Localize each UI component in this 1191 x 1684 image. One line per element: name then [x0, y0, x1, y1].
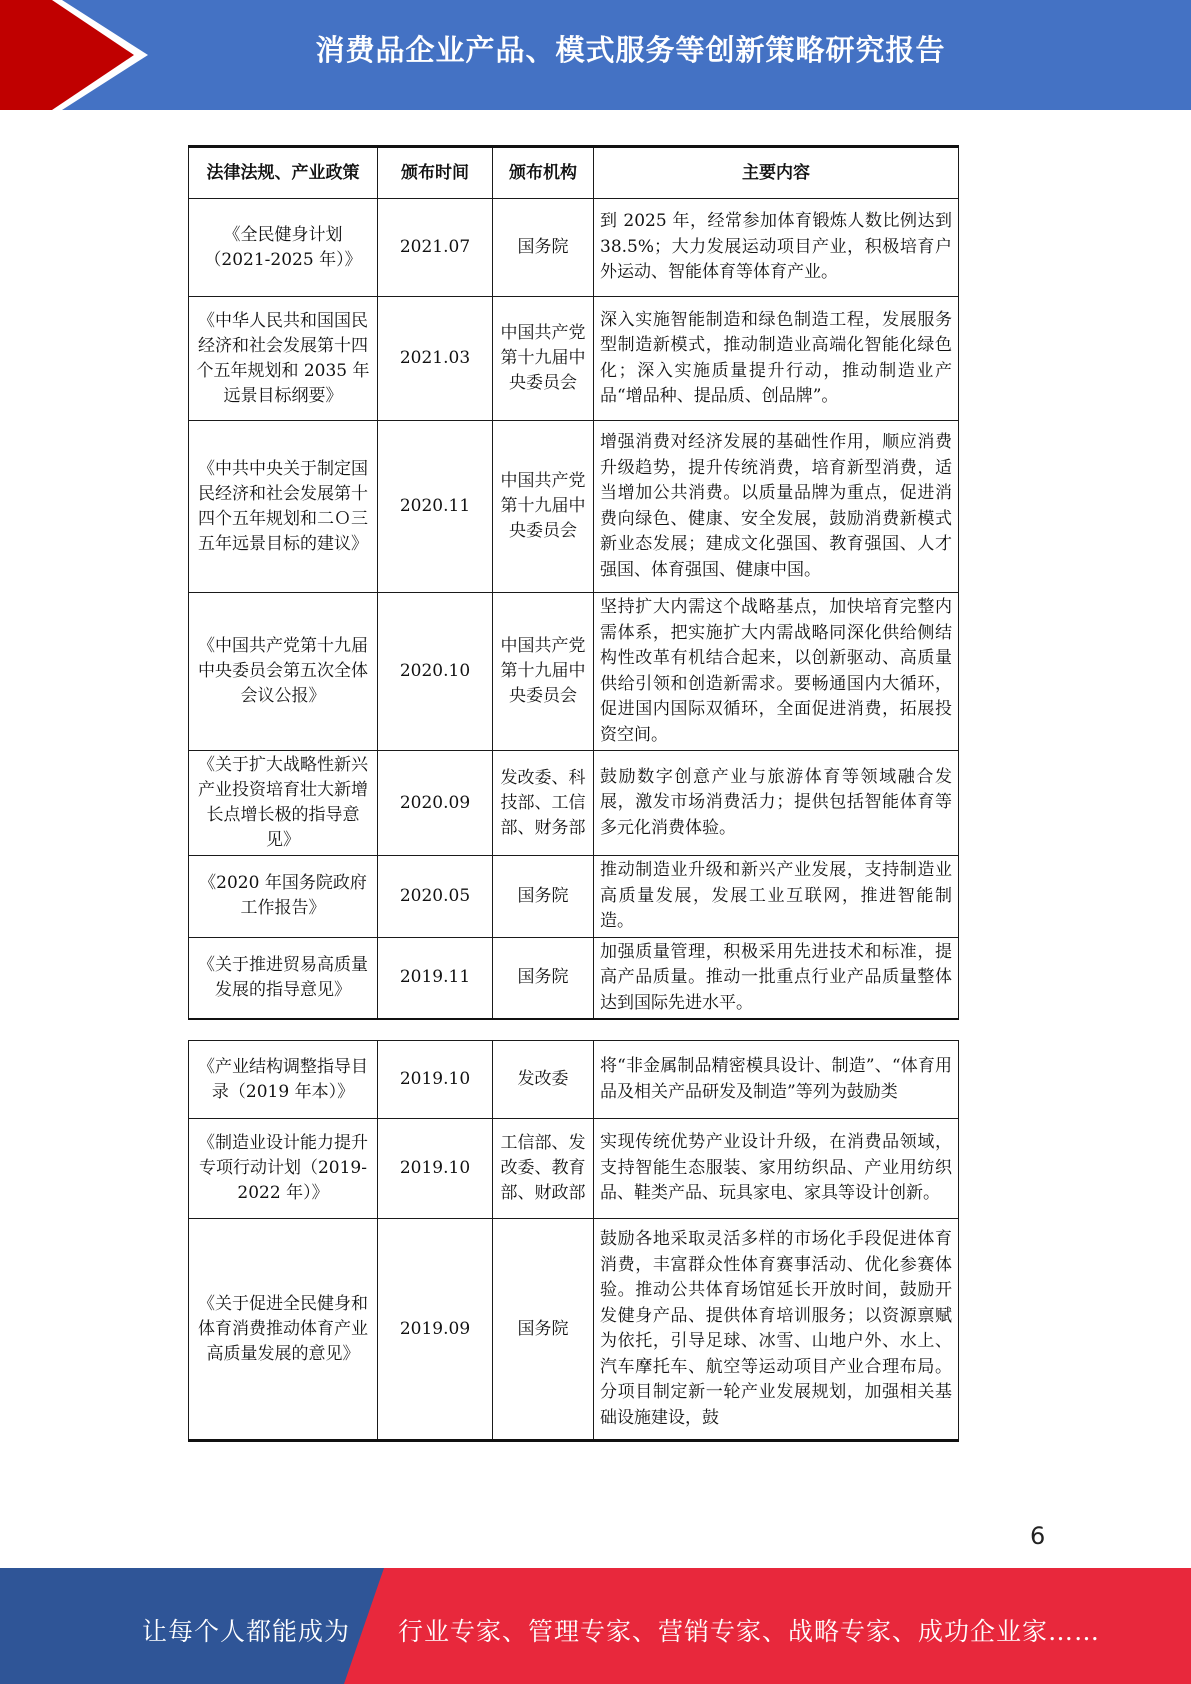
- table-row: [189, 1219, 959, 1441]
- header-date: 颁布时间: [378, 147, 493, 199]
- policy-date: 2019.09: [378, 1219, 493, 1441]
- policy-content: 增强消费对经济发展的基础性作用，顺应消费升级趋势，提升传统消费，培育新型消费，适当增加公共消费。以质量品牌为重点，促进消费向绿色、健康、安全发展，鼓励消费新模式新业态发展；建成文化强国、教育强国、人才强国、体育强国、健康中国。: [594, 421, 959, 593]
- policy-org: 发改委: [493, 1041, 594, 1119]
- table-row: [189, 199, 959, 297]
- table-row: [189, 421, 959, 593]
- footer-slogan-right: 行业专家、管理专家、营销专家、战略专家、成功企业家……: [398, 1617, 1101, 1646]
- policy-content: 鼓励各地采取灵活多样的市场化手段促进体育消费，丰富群众性体育赛事活动、优化参赛体验。推动公共体育场馆延长开放时间，鼓励开发健身产品、提供体育培训服务；以资源禀赋为依托，引导足球、冰雪、山地户外、水上、汽车摩托车、航空等运动项目产业合理布局。分项目制定新一轮产业发展规划，加强相关基础设施建设，鼓: [594, 1219, 959, 1441]
- table-row: [189, 937, 959, 1019]
- policy-name: 《产业结构调整指导目录（2019 年本）》: [189, 1041, 378, 1119]
- policy-name: 《关于扩大战略性新兴产业投资培育壮大新增长点增长极的指导意见》: [189, 751, 378, 856]
- header-content: 主要内容: [594, 147, 959, 199]
- policy-name: 《制造业设计能力提升专项行动计划（2019-2022 年）》: [189, 1119, 378, 1219]
- policy-name: 《关于促进全民健身和体育消费推动体育产业高质量发展的意见》: [189, 1219, 378, 1441]
- page-number: 6: [1030, 1522, 1046, 1550]
- policy-content: 到 2025 年，经常参加体育锻炼人数比例达到 38.5%；大力发展运动项目产业，积极培育户外运动、智能体育等体育产业。: [594, 199, 959, 297]
- policy-org: 国务院: [493, 199, 594, 297]
- policy-table-continued: [188, 1040, 959, 1442]
- policy-table: [188, 145, 959, 1020]
- policy-date: 2021.07: [378, 199, 493, 297]
- policy-date: 2021.03: [378, 297, 493, 421]
- policy-date: 2020.10: [378, 593, 493, 751]
- table-row: [189, 1119, 959, 1219]
- policy-date: 2020.09: [378, 751, 493, 856]
- policy-name: 《中共中央关于制定国民经济和社会发展第十四个五年规划和二Ｏ三五年远景目标的建议》: [189, 421, 378, 593]
- policy-org: 中国共产党第十九届中央委员会: [493, 297, 594, 421]
- policy-name: 《2020 年国务院政府工作报告》: [189, 856, 378, 938]
- page-header: [0, 0, 1191, 110]
- policy-content: 鼓励数字创意产业与旅游体育等领域融合发展，激发市场消费活力；提供包括智能体育等多元化消费体验。: [594, 751, 959, 856]
- policy-date: 2020.11: [378, 421, 493, 593]
- policy-content: 坚持扩大内需这个战略基点，加快培育完整内需体系，把实施扩大内需战略同深化供给侧结构性改革有机结合起来，以创新驱动、高质量供给引领和创造新需求。要畅通国内大循环，促进国内国际双循环，全面促进消费，拓展投资空间。: [594, 593, 959, 751]
- policy-name: 《中国共产党第十九届中央委员会第五次全体会议公报》: [189, 593, 378, 751]
- policy-name: 《中华人民共和国国民经济和社会发展第十四个五年规划和 2035 年远景目标纲要》: [189, 297, 378, 421]
- policy-org: 国务院: [493, 937, 594, 1019]
- policy-org: 国务院: [493, 1219, 594, 1441]
- table-header-row: [189, 147, 959, 199]
- policy-content: 实现传统优势产业设计升级，在消费品领域，支持智能生态服装、家用纺织品、产业用纺织品、鞋类产品、玩具家电、家具等设计创新。: [594, 1119, 959, 1219]
- table-row: [189, 297, 959, 421]
- policy-date: 2020.05: [378, 856, 493, 938]
- policy-org: 中国共产党第十九届中央委员会: [493, 421, 594, 593]
- header-policy: 法律法规、产业政策: [189, 147, 378, 199]
- policy-date: 2019.10: [378, 1041, 493, 1119]
- policy-content: 推动制造业升级和新兴产业发展，支持制造业高质量发展，发展工业互联网，推进智能制造。: [594, 856, 959, 938]
- policy-name: 《关于推进贸易高质量发展的指导意见》: [189, 937, 378, 1019]
- policy-org: 工信部、发改委、教育部、财政部: [493, 1119, 594, 1219]
- header-org: 颁布机构: [493, 147, 594, 199]
- table-row: [189, 751, 959, 856]
- policy-date: 2019.11: [378, 937, 493, 1019]
- table-row: [189, 593, 959, 751]
- policy-content: 将“非金属制品精密模具设计、制造”、“体育用品及相关产品研发及制造”等列为鼓励类: [594, 1041, 959, 1119]
- policy-org: 国务院: [493, 856, 594, 938]
- page-footer: [0, 1568, 1191, 1684]
- policy-org: 发改委、科技部、工信部、财务部: [493, 751, 594, 856]
- policy-content: 加强质量管理，积极采用先进技术和标准，提高产品质量。推动一批重点行业产品质量整体达到国际先进水平。: [594, 937, 959, 1019]
- table-row: [189, 856, 959, 938]
- policy-content: 深入实施智能制造和绿色制造工程，发展服务型制造新模式，推动制造业高端化智能化绿色化；深入实施质量提升行动，推动制造业产品“增品种、提品质、创品牌”。: [594, 297, 959, 421]
- footer-slogan-left: 让每个人都能成为: [142, 1617, 351, 1646]
- table-row: [189, 1041, 959, 1119]
- policy-date: 2019.10: [378, 1119, 493, 1219]
- policy-org: 中国共产党第十九届中央委员会: [493, 593, 594, 751]
- report-title: 消费品企业产品、模式服务等创新策略研究报告: [315, 33, 946, 67]
- policy-name: 《全民健身计划（2021-2025 年）》: [189, 199, 378, 297]
